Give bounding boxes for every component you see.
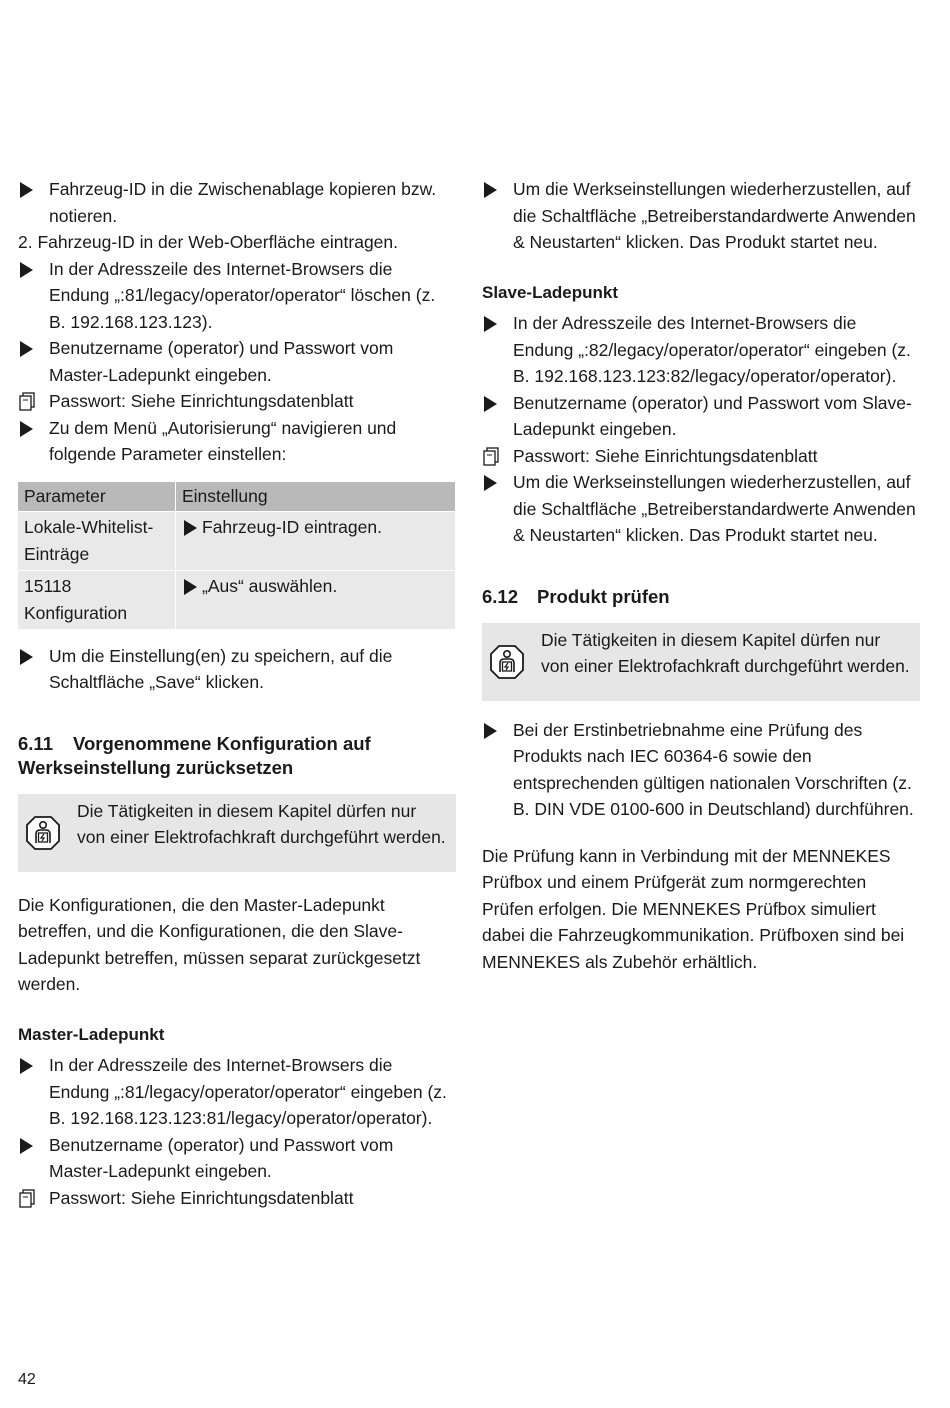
cell-text: „Aus“ auswählen. — [202, 575, 338, 596]
step-arrow-icon — [20, 1058, 33, 1074]
cell-text: Fahrzeug-ID eintragen. — [202, 516, 382, 537]
step-text: Benutzername (operator) und Passwort vom Master-Ladepunkt eingeben. — [49, 1134, 394, 1181]
note — [18, 388, 456, 415]
step-text: In der Adresszeile des Internet-Browsers die Endung „:82/legacy/operator/operator“ eingeben (z. B. 192.168.123.123:82/legacy/operator/operator). — [513, 313, 911, 386]
warning-text: Die Tätigkeiten in diesem Kapitel dürfen nur von einer Elektrofachkraft durchgeführt werden. — [77, 800, 446, 847]
step-text: Um die Werkseinstellungen wiederherzustellen, auf die Schaltfläche „Betreiberstandardwerte Anwenden & Neustarten“ klicken. Das Produkt startet neu. — [513, 472, 916, 545]
qualification-warning — [18, 794, 456, 872]
step-arrow-icon — [184, 579, 197, 595]
instruction-step — [482, 176, 920, 256]
instruction-step — [482, 390, 920, 443]
section-heading — [482, 585, 920, 609]
instruction-step — [18, 643, 456, 696]
instruction-step — [18, 1132, 456, 1185]
note — [482, 443, 920, 470]
section-number: 6.12 — [482, 585, 519, 607]
step-arrow-icon — [20, 341, 33, 357]
table-cell-parameter: 15118 Konfiguration — [18, 570, 176, 629]
document-note-icon — [18, 1189, 36, 1209]
left-column — [18, 176, 456, 1211]
paragraph: Die Prüfung kann in Verbindung mit der MENNEKES Prüfbox und einem Prüfgerät zum normgerechten Prüfen erfolgen. Die MENNEKES Prüfbox simuliert dabei die Fahrzeugkommunikation. Prüfboxen sind bei MENNEKES als Zubehör erhältlich. — [482, 845, 905, 972]
step-arrow-icon — [184, 520, 197, 536]
section-number: 6.11 — [18, 732, 53, 754]
instruction-step — [18, 256, 456, 336]
qualification-warning — [482, 623, 920, 701]
instruction-step — [18, 415, 456, 468]
note-text: Passwort: Siehe Einrichtungsdatenblatt — [513, 445, 818, 466]
step-text: Benutzername (operator) und Passwort vom Slave-Ladepunkt eingeben. — [513, 392, 912, 439]
step-arrow-icon — [20, 182, 33, 198]
table-cell-setting — [176, 570, 456, 629]
note-text: Passwort: Siehe Einrichtungsdatenblatt — [49, 391, 354, 411]
step-text: In der Adresszeile des Internet-Browsers die Endung „:81/legacy/operator/operator“ löschen (z. B. 192.168.123.123). — [49, 258, 436, 332]
numbered-step: 2. Fahrzeug-ID in der Web-Oberfläche eintragen. — [18, 232, 399, 252]
instruction-step — [18, 335, 456, 388]
table-cell-parameter: Lokale-Whitelist-Einträge — [18, 511, 176, 570]
note — [18, 1185, 456, 1212]
parameter-table — [18, 482, 455, 629]
instruction-step — [18, 1052, 456, 1132]
document-note-icon — [482, 447, 500, 467]
step-arrow-icon — [484, 182, 497, 198]
document-note-icon — [18, 392, 36, 412]
step-arrow-icon — [484, 475, 497, 491]
step-arrow-icon — [20, 262, 33, 278]
warning-text: Die Tätigkeiten in diesem Kapitel dürfen nur von einer Elektrofachkraft durchgeführt werden. — [541, 629, 910, 676]
table-row — [18, 511, 455, 570]
table-header-setting: Einstellung — [176, 482, 456, 512]
section-title: Vorgenommene Konfiguration auf Werkseinstellung zurücksetzen — [18, 732, 371, 778]
instruction-step — [482, 310, 920, 390]
step-arrow-icon — [484, 316, 497, 332]
step-text: Zu dem Menü „Autorisierung“ navigieren und folgende Parameter einstellen: — [49, 417, 397, 464]
step-text: Fahrzeug-ID in die Zwischenablage kopieren bzw. notieren. — [49, 179, 437, 226]
electrician-warning-icon — [25, 815, 61, 851]
instruction-step — [482, 717, 920, 823]
instruction-step — [482, 469, 920, 549]
paragraph: Die Konfigurationen, die den Master-Ladepunkt betreffen, und die Konfigurationen, die den Slave-Ladepunkt betreffen, müssen separat zurückgesetzt werden. — [18, 894, 421, 994]
table-header-row — [18, 482, 455, 512]
step-arrow-icon — [20, 1138, 33, 1154]
subheading-master: Master-Ladepunkt — [18, 1024, 165, 1044]
note-text: Passwort: Siehe Einrichtungsdatenblatt — [49, 1187, 354, 1208]
step-arrow-icon — [484, 723, 497, 739]
step-arrow-icon — [20, 649, 33, 665]
subheading-slave: Slave-Ladepunkt — [482, 282, 619, 302]
instruction-step — [18, 176, 456, 229]
step-arrow-icon — [484, 396, 497, 412]
step-text: In der Adresszeile des Internet-Browsers die Endung „:81/legacy/operator/operator“ eingeben (z. B. 192.168.123.123:81/legacy/operator/operator). — [49, 1055, 447, 1128]
page-number: 42 — [18, 1371, 36, 1388]
step-text: Um die Werkseinstellungen wiederherzustellen, auf die Schaltfläche „Betreiberstandardwerte Anwenden & Neustarten“ klicken. Das Produkt startet neu. — [513, 179, 916, 252]
step-text: Bei der Erstinbetriebnahme eine Prüfung des Produkts nach IEC 60364-6 sowie den entsprechenden gültigen nationalen Vorschriften (z. B. DIN VDE 0100-600 in Deutschland) durchführen. — [513, 719, 914, 819]
section-heading — [18, 732, 456, 780]
step-arrow-icon — [20, 421, 33, 437]
right-column — [482, 176, 920, 975]
electrician-warning-icon — [489, 644, 525, 680]
table-row — [18, 570, 455, 629]
section-title: Produkt prüfen — [537, 585, 670, 607]
table-header-parameter: Parameter — [18, 482, 176, 512]
step-text: Um die Einstellung(en) zu speichern, auf die Schaltfläche „Save“ klicken. — [49, 645, 393, 692]
step-text: Benutzername (operator) und Passwort vom Master-Ladepunkt eingeben. — [49, 338, 394, 385]
table-cell-setting — [176, 511, 456, 570]
